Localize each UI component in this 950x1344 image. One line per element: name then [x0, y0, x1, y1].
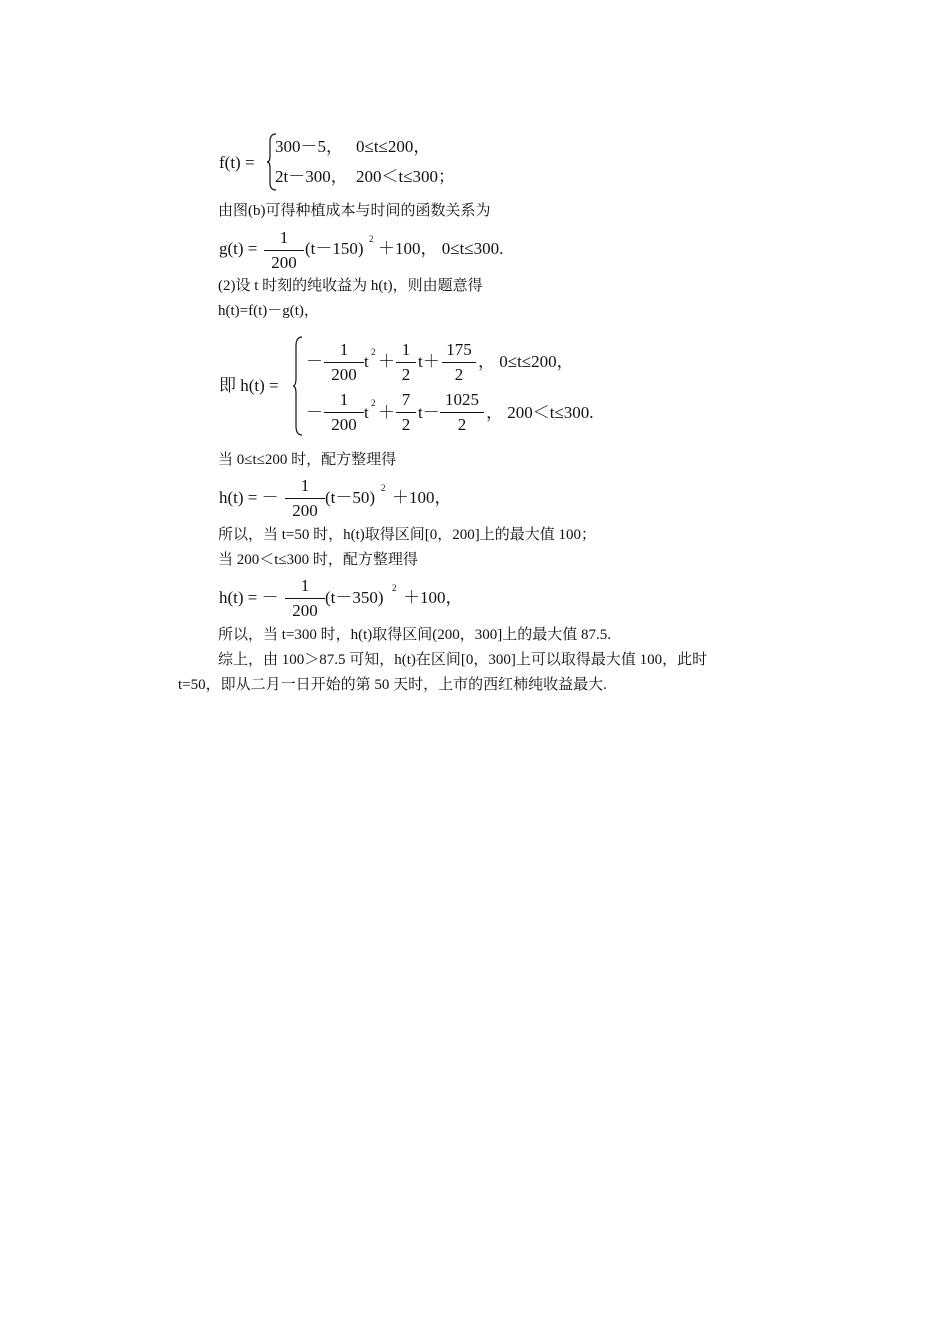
f-case2-expr: 2t－300， — [275, 167, 348, 186]
h-c2-minus: － — [306, 403, 323, 422]
h1-tail: ＋100， — [392, 488, 452, 507]
f-lhs: f(t) = — [219, 153, 255, 172]
text-paragraph: 所以，当 t=50 时，h(t)取得区间[0，200]上的最大值 100； — [218, 527, 597, 543]
h1-rest: (t－50) — [325, 488, 376, 507]
text-paragraph: 当 200＜t≤300 时，配方整理得 — [218, 552, 418, 568]
text-paragraph: 所以，当 t=300 时，h(t)取得区间(200，300]上的最大值 87.5. — [218, 627, 612, 643]
h-c1-frac3 — [442, 340, 476, 385]
h-c2-exp: 2 — [371, 398, 376, 408]
h1-lhs: h(t) = － — [219, 488, 279, 507]
text-paragraph: (2)设 t 时刻的纯收益为 h(t)，则由题意得 — [218, 278, 483, 294]
text-paragraph: h(t)=f(t)－g(t)， — [218, 303, 319, 319]
text-paragraph: t=50，即从二月一日开始的第 50 天时，上市的西红柿纯收益最大. — [178, 677, 607, 693]
h-c1-frac2-den: 2 — [401, 365, 411, 384]
text-paragraph: 综上，由 100＞87.5 可知，h(t)在区间[0，300]上可以取得最大值 100，此时 — [218, 652, 708, 668]
h-c1-frac1 — [324, 340, 364, 385]
h-c1-frac1-num: 1 — [339, 340, 349, 359]
h-c1-t: t — [364, 352, 369, 371]
h2-exp: 2 — [392, 583, 397, 593]
h-lhs: 即 h(t) = — [219, 376, 279, 395]
h2-frac-den: 200 — [292, 601, 318, 620]
h-c2-frac3-den: 2 — [457, 415, 467, 434]
h-c2-frac3-num: 1025 — [445, 390, 479, 409]
g-tail: ＋100， 0≤t≤300. — [378, 239, 504, 258]
h-c2-frac1 — [324, 390, 364, 435]
g-frac-num: 1 — [279, 228, 289, 247]
h-c1-cond: ， 0≤t≤200， — [478, 352, 574, 371]
h1-exp: 2 — [381, 483, 386, 493]
h-c1-frac2 — [396, 340, 416, 385]
h-c1-plus: ＋ — [378, 352, 395, 371]
h2-rest: (t－350) — [325, 588, 384, 607]
h2-lhs: h(t) = － — [219, 588, 279, 607]
h2-frac-num: 1 — [300, 576, 310, 595]
h2-fraction — [285, 576, 325, 621]
h-c1-frac3-den: 2 — [454, 365, 464, 384]
h-c2-frac2 — [396, 390, 416, 435]
g-lhs: g(t) = — [219, 239, 258, 258]
h-c2-tminus: t－ — [418, 403, 440, 422]
f-case1-expr: 300－5， — [275, 137, 343, 156]
h-c2-frac3 — [440, 390, 484, 435]
h1-frac-den: 200 — [292, 501, 318, 520]
h-c1-frac1-den: 200 — [331, 365, 357, 384]
h2-tail: ＋100， — [403, 588, 463, 607]
h-c1-frac2-num: 1 — [401, 340, 411, 359]
h1-fraction — [285, 476, 325, 521]
h-c1-tplus: t＋ — [418, 352, 440, 371]
h1-frac-num: 1 — [300, 476, 310, 495]
f-case1-cond: 0≤t≤200， — [356, 137, 431, 156]
g-rest: (t－150) — [305, 239, 364, 258]
h-c2-frac2-den: 2 — [401, 415, 411, 434]
f-case2-cond: 200＜t≤300； — [356, 167, 456, 186]
text-paragraph: 当 0≤t≤200 时，配方整理得 — [218, 452, 397, 468]
g-frac-den: 200 — [271, 253, 297, 272]
h-c2-plus: ＋ — [378, 403, 395, 422]
h-c2-frac1-num: 1 — [339, 390, 349, 409]
h-c1-frac3-num: 175 — [446, 340, 472, 359]
h-c2-frac2-num: 7 — [401, 390, 411, 409]
h-c1-minus: － — [306, 352, 323, 371]
g-fraction — [264, 228, 304, 273]
h-c1-exp: 2 — [371, 347, 376, 357]
h-c2-t: t — [364, 403, 369, 422]
g-exp: 2 — [369, 234, 374, 244]
h-c2-frac1-den: 200 — [331, 415, 357, 434]
h-brace — [292, 336, 304, 436]
text-paragraph: 由图(b)可得种植成本与时间的函数关系为 — [218, 203, 491, 219]
h-c2-cond: ， 200＜t≤300. — [486, 403, 594, 422]
